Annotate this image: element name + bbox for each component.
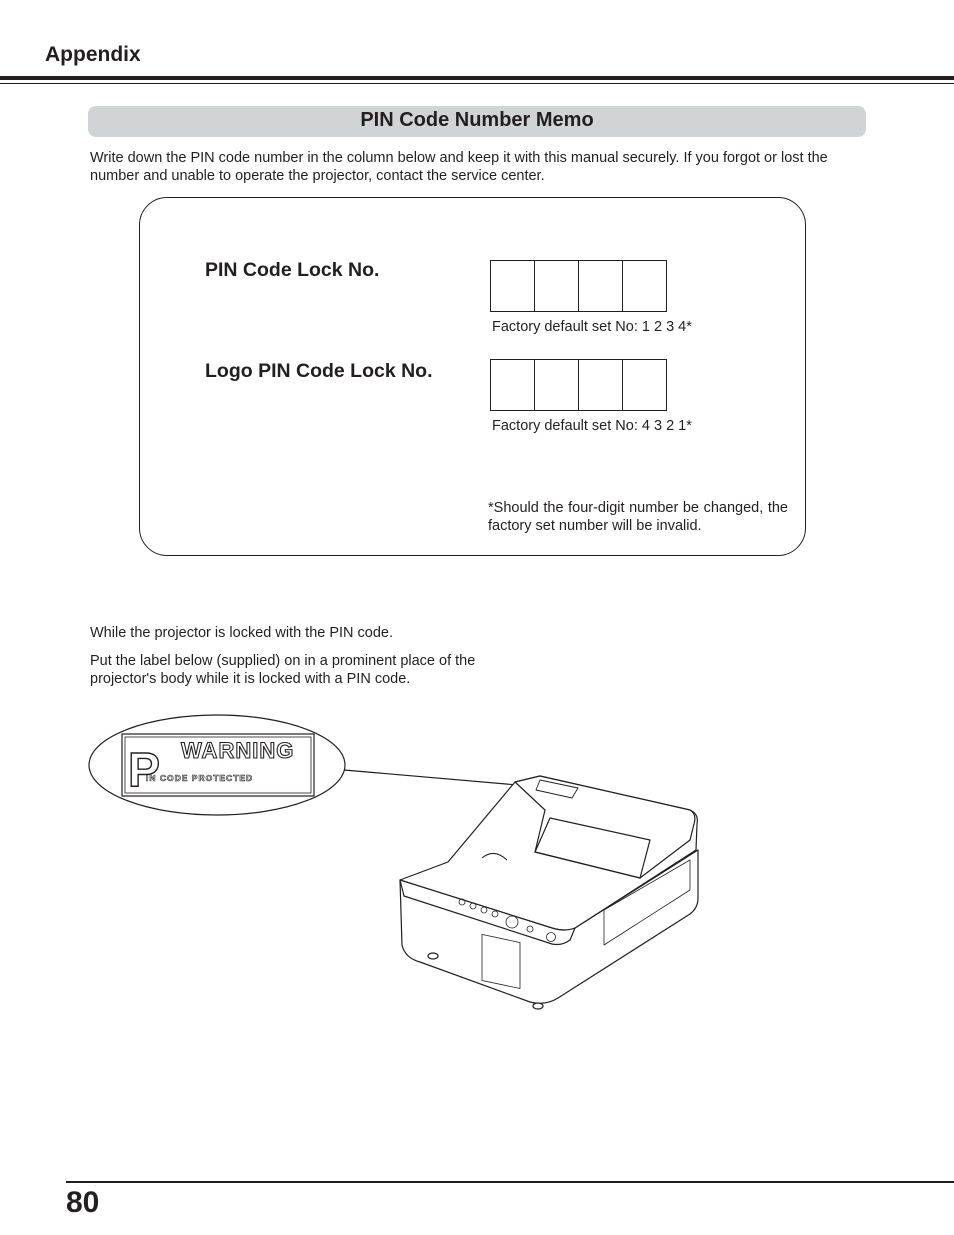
intro-paragraph: Write down the PIN code number in the column below and keep it with this manual securely. If you forgot or lost the number and unable to operate the projector, contact the service center.	[90, 150, 828, 184]
logo-pin-factory-default: Factory default set No: 4 3 2 1*	[492, 418, 692, 434]
logo-pin-code-label: Logo PIN Code Lock No.	[205, 360, 433, 382]
logo-pin-code-digit-boxes[interactable]	[490, 359, 667, 411]
pin-code-label: PIN Code Lock No.	[205, 259, 380, 281]
header-rule	[0, 76, 954, 80]
footer-rule	[66, 1181, 954, 1183]
logo-pin-digit-box[interactable]	[579, 360, 623, 410]
pin-digit-box[interactable]	[623, 261, 666, 311]
page-title: PIN Code Number Memo	[88, 106, 866, 137]
section-header: Appendix	[45, 43, 141, 66]
pin-digit-box[interactable]	[579, 261, 623, 311]
pin-digit-box[interactable]	[491, 261, 535, 311]
memo-note: *Should the four-digit number be changed, the factory set number will be invalid.	[488, 500, 788, 534]
sticker-warning-text: WARNING	[181, 738, 295, 763]
page-number: 80	[66, 1186, 100, 1219]
logo-pin-digit-box[interactable]	[491, 360, 535, 410]
logo-pin-digit-box[interactable]	[535, 360, 579, 410]
pin-digit-box[interactable]	[535, 261, 579, 311]
label-instruction-paragraph: Put the label below (supplied) on in a prominent place of the projector's body while it is locked with a PIN code.	[90, 653, 476, 687]
locked-paragraph: While the projector is locked with the PIN code.	[90, 625, 394, 641]
logo-pin-digit-box[interactable]	[623, 360, 666, 410]
warning-sticker-icon	[122, 734, 314, 797]
sticker-protected-text: IN CODE PROTECTED	[146, 773, 254, 783]
pin-code-digit-boxes[interactable]	[490, 260, 667, 312]
pin-factory-default: Factory default set No: 1 2 3 4*	[492, 319, 692, 335]
projector-icon	[400, 776, 698, 1009]
projector-illustration	[0, 700, 954, 1030]
header-rule-thin	[0, 83, 954, 84]
sticker-big-letter: P	[128, 744, 161, 797]
